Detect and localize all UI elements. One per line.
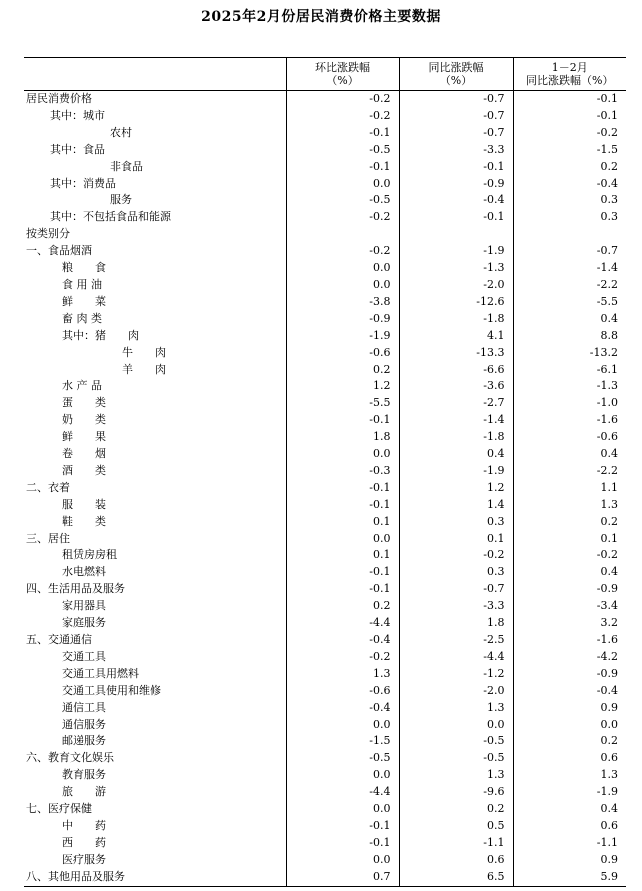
cell-ytd: 0.2: [513, 159, 626, 176]
row-label: 通信服务: [62, 717, 106, 731]
cell-mom: -0.5: [286, 142, 399, 159]
cell-ytd: -3.4: [513, 598, 626, 615]
cell-yoy: -0.5: [399, 733, 513, 750]
cell-yoy: -0.2: [399, 547, 513, 564]
table-row: [24, 700, 626, 717]
cell-yoy: 0.6: [399, 852, 513, 869]
cell-yoy: [399, 226, 513, 243]
table-row: [24, 818, 626, 835]
cell-ytd: -0.6: [513, 429, 626, 446]
cell-mom: -0.1: [286, 835, 399, 852]
cell-mom: -0.3: [286, 463, 399, 480]
cell-ytd: -5.5: [513, 294, 626, 311]
table-row: [24, 192, 626, 209]
cell-ytd: -0.9: [513, 666, 626, 683]
row-label: 鲜 菜: [62, 294, 106, 308]
table-row: [24, 91, 626, 108]
header-mom-line1: 环比涨跌幅: [315, 61, 370, 74]
cell-ytd: -1.0: [513, 395, 626, 412]
cell-yoy: -1.3: [399, 260, 513, 277]
cell-ytd: 8.8: [513, 328, 626, 345]
cell-ytd: 1.1: [513, 480, 626, 497]
cell-ytd: 5.9: [513, 869, 626, 886]
row-label: 蛋 类: [62, 396, 106, 410]
row-label: 羊 肉: [122, 362, 166, 376]
cell-mom: -0.2: [286, 91, 399, 108]
cell-yoy: 0.5: [399, 818, 513, 835]
cell-mom: 0.0: [286, 531, 399, 548]
cell-ytd: 0.4: [513, 801, 626, 818]
row-label: 教育服务: [62, 768, 106, 782]
row-label: 奶 类: [62, 413, 106, 427]
cell-yoy: -2.0: [399, 683, 513, 700]
cell-ytd: 0.9: [513, 700, 626, 717]
table-body: [24, 91, 626, 887]
row-label: 六、教育文化娱乐: [26, 751, 114, 765]
cell-yoy: 0.2: [399, 801, 513, 818]
cell-mom: -1.9: [286, 328, 399, 345]
cell-ytd: -2.2: [513, 463, 626, 480]
cell-mom: -0.1: [286, 581, 399, 598]
row-label: 卷 烟: [62, 447, 106, 461]
row-label: 五、交通通信: [26, 633, 92, 646]
row-label: 三、居住: [26, 531, 70, 545]
cell-yoy: -1.9: [399, 243, 513, 260]
table-row: [24, 480, 626, 497]
cell-mom: 0.0: [286, 717, 399, 734]
header-yoy: [399, 58, 513, 91]
row-label: 租赁房房租: [62, 548, 117, 562]
table-row: [24, 142, 626, 159]
row-label: 服务: [110, 193, 132, 207]
cell-yoy: 1.2: [399, 480, 513, 497]
cell-ytd: 0.4: [513, 446, 626, 463]
cell-yoy: -0.7: [399, 91, 513, 108]
row-label: 邮递服务: [62, 734, 106, 748]
cell-ytd: [513, 226, 626, 243]
header-mom: [286, 58, 399, 91]
row-label: 交通工具使用和维修: [62, 683, 161, 697]
cell-yoy: -0.9: [399, 176, 513, 193]
row-label: 交通工具: [62, 649, 106, 663]
table-row: [24, 717, 626, 734]
cell-yoy: -13.3: [399, 345, 513, 362]
table-row: [24, 649, 626, 666]
header-item: [24, 58, 286, 91]
cell-yoy: -3.6: [399, 378, 513, 395]
cell-mom: -4.4: [286, 784, 399, 801]
row-label: 交通工具用燃料: [62, 666, 139, 680]
cell-ytd: -0.2: [513, 125, 626, 142]
cell-mom: -4.4: [286, 615, 399, 632]
page-title: 2025年2月份居民消费价格主要数据: [201, 9, 441, 25]
table-row: [24, 767, 626, 784]
table-row: [24, 159, 626, 176]
row-label: 畜 肉 类: [62, 311, 102, 325]
cell-mom: 1.3: [286, 666, 399, 683]
table-row: [24, 666, 626, 683]
cell-yoy: 0.3: [399, 514, 513, 531]
cell-yoy: -1.9: [399, 463, 513, 480]
cell-mom: 0.2: [286, 362, 399, 379]
row-label: 旅 游: [62, 785, 106, 799]
cell-mom: -0.1: [286, 497, 399, 514]
cell-yoy: -0.4: [399, 192, 513, 209]
row-label: 八、其他用品及服务: [24, 869, 286, 886]
row-label: 其中：猪 肉: [62, 328, 139, 342]
header-yoy-line1: 同比涨跌幅: [428, 61, 484, 74]
cell-ytd: -1.4: [513, 260, 626, 277]
row-label: 二、衣着: [26, 480, 70, 494]
cell-ytd: -0.4: [513, 176, 626, 193]
cell-mom: -0.4: [286, 632, 399, 649]
cell-yoy: -3.3: [399, 142, 513, 159]
table-row: [24, 243, 626, 260]
cell-mom: 0.1: [286, 547, 399, 564]
cell-mom: -5.5: [286, 395, 399, 412]
table-row: [24, 632, 626, 649]
header-yoy-line2: （%）: [439, 74, 473, 87]
header-ytd-line1: 1－2月: [551, 61, 588, 74]
cell-mom: 1.2: [286, 378, 399, 395]
cell-ytd: 0.6: [513, 750, 626, 767]
cell-mom: [286, 226, 399, 243]
table-row: [24, 362, 626, 379]
cell-mom: -1.5: [286, 733, 399, 750]
cell-yoy: -0.1: [399, 159, 513, 176]
row-label: 牛 肉: [122, 345, 166, 359]
cell-ytd: -4.2: [513, 649, 626, 666]
cell-ytd: -0.1: [513, 91, 626, 108]
cell-mom: 0.0: [286, 260, 399, 277]
cell-ytd: 0.3: [513, 209, 626, 226]
row-label: 其中：城市: [50, 108, 105, 122]
cell-mom: 0.0: [286, 767, 399, 784]
cell-yoy: -4.4: [399, 649, 513, 666]
cell-ytd: -1.3: [513, 378, 626, 395]
header-mom-line2: （%）: [326, 74, 359, 87]
table-row: [24, 176, 626, 193]
cell-yoy: -9.6: [399, 784, 513, 801]
cell-yoy: 0.4: [399, 446, 513, 463]
table-row: [24, 835, 626, 852]
table-row: [24, 345, 626, 362]
cell-yoy: -2.0: [399, 277, 513, 294]
cell-ytd: -0.1: [513, 108, 626, 125]
cell-mom: -0.6: [286, 683, 399, 700]
cell-mom: -0.9: [286, 311, 399, 328]
header-ytd: [513, 58, 626, 91]
cell-mom: -0.1: [286, 480, 399, 497]
cell-ytd: -1.5: [513, 142, 626, 159]
table-row: [24, 497, 626, 514]
table-row: [24, 328, 626, 345]
cell-mom: -0.1: [286, 412, 399, 429]
cell-mom: -0.6: [286, 345, 399, 362]
row-label: 西 药: [62, 835, 106, 849]
row-label: 其中：食品: [50, 142, 105, 156]
table-row: [24, 226, 626, 243]
cell-mom: -0.4: [286, 700, 399, 717]
row-label: 服 装: [62, 497, 106, 511]
cell-ytd: 0.2: [513, 733, 626, 750]
cell-mom: 0.1: [286, 514, 399, 531]
cell-yoy: 1.4: [399, 497, 513, 514]
row-label: 四、生活用品及服务: [26, 582, 125, 596]
cell-ytd: -6.1: [513, 362, 626, 379]
cell-ytd: -0.4: [513, 683, 626, 700]
table-row: [24, 683, 626, 700]
cell-ytd: 3.2: [513, 615, 626, 632]
cell-ytd: -0.9: [513, 581, 626, 598]
cell-ytd: -13.2: [513, 345, 626, 362]
table-row: [24, 531, 626, 548]
cell-mom: 0.0: [286, 801, 399, 818]
table-row: [24, 311, 626, 328]
cell-yoy: 0.3: [399, 564, 513, 581]
row-label: 七、医疗保健: [26, 802, 92, 816]
cell-ytd: 0.6: [513, 818, 626, 835]
table-row: [24, 108, 626, 125]
row-label: 鲜 果: [62, 430, 106, 444]
cell-yoy: 1.3: [399, 767, 513, 784]
cell-yoy: -0.7: [399, 581, 513, 598]
row-label: 非食品: [110, 159, 143, 173]
table-row: [24, 294, 626, 311]
cell-ytd: 0.2: [513, 514, 626, 531]
cell-yoy: -2.7: [399, 395, 513, 412]
table-row: [24, 125, 626, 142]
cell-mom: -0.1: [286, 125, 399, 142]
cell-mom: 0.0: [286, 176, 399, 193]
row-label: 一、食品烟酒: [26, 244, 92, 258]
cell-yoy: 0.0: [399, 717, 513, 734]
cell-ytd: 0.0: [513, 717, 626, 734]
table-row: [24, 463, 626, 480]
row-label: 水 产 品: [62, 379, 102, 393]
cell-mom: -3.8: [286, 294, 399, 311]
cell-mom: 0.0: [286, 852, 399, 869]
cell-yoy: -0.1: [399, 209, 513, 226]
table-row: [24, 395, 626, 412]
row-label: 水电燃料: [62, 565, 106, 579]
cell-ytd: 0.9: [513, 852, 626, 869]
cell-yoy: -0.7: [399, 125, 513, 142]
cell-yoy: -0.5: [399, 750, 513, 767]
cell-yoy: -3.3: [399, 598, 513, 615]
table-row: [24, 429, 626, 446]
table-header-row: [24, 58, 626, 91]
row-label: 酒 类: [62, 463, 106, 477]
table-row: [24, 733, 626, 750]
cell-mom: 0.2: [286, 598, 399, 615]
cell-mom: 0.7: [286, 869, 399, 886]
cell-ytd: -2.2: [513, 277, 626, 294]
cell-yoy: -1.8: [399, 429, 513, 446]
cell-ytd: -1.9: [513, 784, 626, 801]
cell-mom: -0.2: [286, 209, 399, 226]
cell-mom: 1.8: [286, 429, 399, 446]
row-label: 食 用 油: [62, 277, 102, 291]
row-label: 其中：消费品: [50, 176, 116, 190]
table-row: [24, 581, 626, 598]
cell-mom: -0.1: [286, 818, 399, 835]
row-label: 居民消费价格: [26, 92, 92, 105]
cell-mom: -0.5: [286, 192, 399, 209]
table-row: [24, 547, 626, 564]
cell-mom: -0.1: [286, 564, 399, 581]
table-row: [24, 869, 626, 886]
header-ytd-line2: 同比涨跌幅（%）: [526, 74, 614, 87]
cell-mom: -0.1: [286, 159, 399, 176]
table-row: [24, 852, 626, 869]
cell-yoy: -1.4: [399, 412, 513, 429]
cell-ytd: 1.3: [513, 497, 626, 514]
cell-yoy: 1.8: [399, 615, 513, 632]
cell-mom: -0.5: [286, 750, 399, 767]
table-row: [24, 378, 626, 395]
cell-yoy: 0.1: [399, 531, 513, 548]
cell-ytd: 0.4: [513, 311, 626, 328]
table-row: [24, 750, 626, 767]
table-row: [24, 446, 626, 463]
cell-yoy: 4.1: [399, 328, 513, 345]
table-row: [24, 277, 626, 294]
table-row: [24, 412, 626, 429]
cell-yoy: -1.2: [399, 666, 513, 683]
table-row: [24, 209, 626, 226]
cell-mom: 0.0: [286, 446, 399, 463]
row-label: 家庭服务: [62, 616, 106, 630]
row-label: 粮 食: [62, 261, 106, 275]
cell-ytd: -1.1: [513, 835, 626, 852]
cpi-table: [24, 57, 626, 887]
row-label: 中 药: [62, 818, 106, 832]
cell-ytd: -1.6: [513, 412, 626, 429]
row-label: 其中：不包括食品和能源: [50, 210, 171, 224]
row-label: 鞋 类: [62, 514, 106, 528]
table-row: [24, 598, 626, 615]
cell-ytd: 1.3: [513, 767, 626, 784]
row-label: 家用器具: [62, 599, 106, 613]
cell-ytd: 0.4: [513, 564, 626, 581]
row-label: 医疗服务: [62, 852, 106, 866]
table-row: [24, 784, 626, 801]
table-row: [24, 514, 626, 531]
table-row: [24, 801, 626, 818]
cell-ytd: -1.6: [513, 632, 626, 649]
cell-mom: -0.2: [286, 649, 399, 666]
table-row: [24, 260, 626, 277]
cell-yoy: -0.7: [399, 108, 513, 125]
table-row: [24, 564, 626, 581]
cell-yoy: -2.5: [399, 632, 513, 649]
cell-yoy: -12.6: [399, 294, 513, 311]
table-row: [24, 615, 626, 632]
row-label: 农村: [110, 125, 132, 139]
cell-mom: 0.0: [286, 277, 399, 294]
cell-mom: -0.2: [286, 243, 399, 260]
cell-ytd: 0.1: [513, 531, 626, 548]
cell-mom: -0.2: [286, 108, 399, 125]
cell-ytd: -0.2: [513, 547, 626, 564]
row-label: 按类别分: [26, 227, 70, 241]
cell-yoy: 1.3: [399, 700, 513, 717]
cell-yoy: -1.8: [399, 311, 513, 328]
cell-ytd: -0.7: [513, 243, 626, 260]
cell-yoy: -6.6: [399, 362, 513, 379]
cell-yoy: 6.5: [399, 869, 513, 886]
row-label: 通信工具: [62, 700, 106, 714]
cell-yoy: -1.1: [399, 835, 513, 852]
cell-ytd: 0.3: [513, 192, 626, 209]
